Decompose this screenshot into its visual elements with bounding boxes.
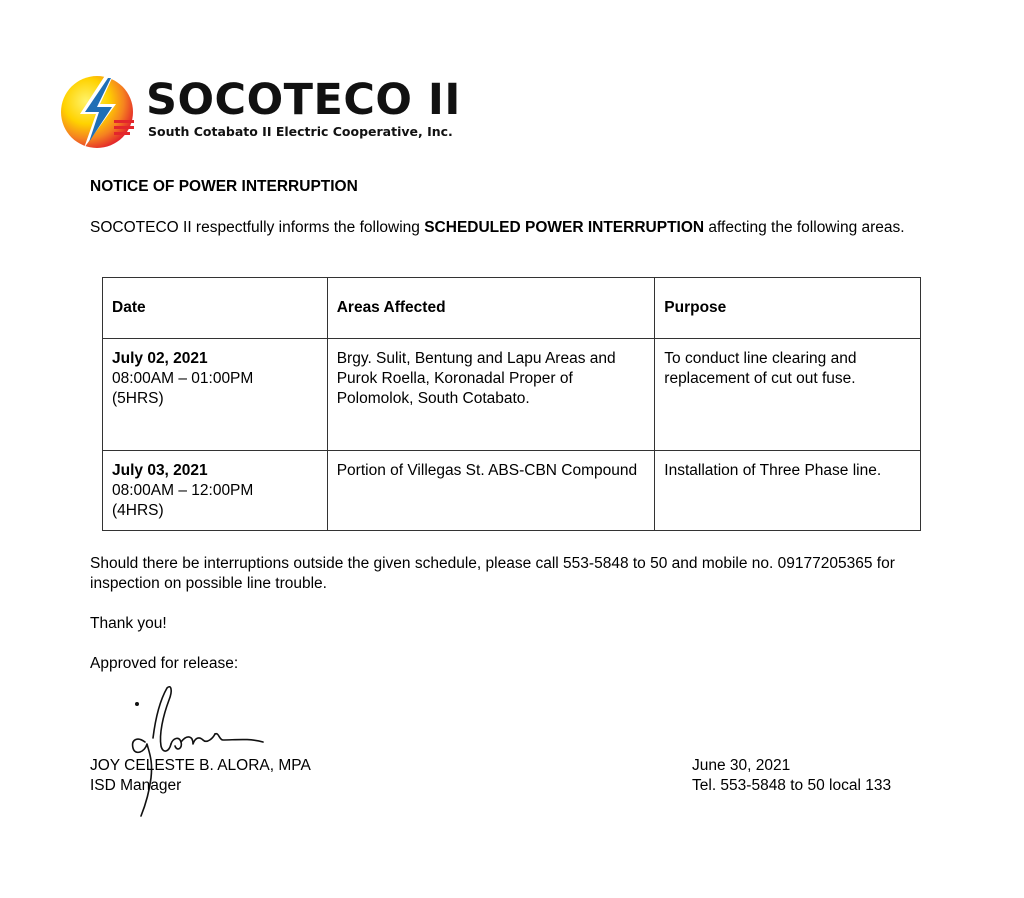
approved-text: Approved for release: [90, 655, 239, 672]
table-header-row [103, 278, 921, 339]
handwritten-signature [115, 682, 275, 822]
issued-block [692, 756, 891, 796]
cell-areas: Portion of Villegas St. ABS-CBN Compound [327, 451, 655, 531]
cell-date [103, 451, 328, 531]
header-areas: Areas Affected [327, 278, 655, 339]
row-duration: (4HRS) [112, 502, 164, 519]
table-row [103, 451, 921, 531]
row-duration: (5HRS) [112, 390, 164, 407]
issued-tel: Tel. 553-5848 to 50 local 133 [692, 777, 892, 794]
row-date: July 03, 2021 [112, 462, 208, 479]
company-subtitle: South Cotabato II Electric Cooperative, Inc. [148, 124, 453, 139]
signer-block [90, 756, 311, 796]
table-row [103, 339, 921, 451]
row-date: July 02, 2021 [112, 350, 208, 367]
cell-areas: Brgy. Sulit, Bentung and Lapu Areas and Purok Roella, Koronadal Proper of Polomolok, South Cotabato. [327, 339, 655, 451]
thank-you-text: Thank you! [90, 615, 167, 632]
signer-name: JOY CELESTE B. ALORA, MPA [90, 757, 311, 774]
header-purpose: Purpose [655, 278, 921, 339]
row-time: 08:00AM – 01:00PM [112, 370, 254, 387]
lightning-globe-icon [58, 70, 140, 152]
company-logo [58, 70, 478, 154]
issued-date: June 30, 2021 [692, 757, 791, 774]
intro-text-before: SOCOTECO II respectfully informs the following [90, 219, 425, 236]
signer-position: ISD Manager [90, 777, 182, 794]
contact-paragraph: Should there be interruptions outside the given schedule, please call 553-5848 to 50 and mobile no. 09177205365 for inspection on possible line trouble. [90, 555, 895, 592]
header-date: Date [103, 278, 328, 339]
intro-text-bold: SCHEDULED POWER INTERRUPTION [424, 219, 705, 236]
company-name: SOCOTECO II [146, 75, 461, 125]
schedule-table [102, 277, 921, 531]
notice-title: NOTICE OF POWER INTERRUPTION [90, 178, 358, 195]
cell-purpose: Installation of Three Phase line. [655, 451, 921, 531]
row-time: 08:00AM – 12:00PM [112, 482, 254, 499]
cell-date [103, 339, 328, 451]
intro-text-after: affecting the following areas. [704, 219, 905, 236]
intro-paragraph [90, 218, 920, 238]
cell-purpose: To conduct line clearing and replacement of cut out fuse. [655, 339, 921, 451]
